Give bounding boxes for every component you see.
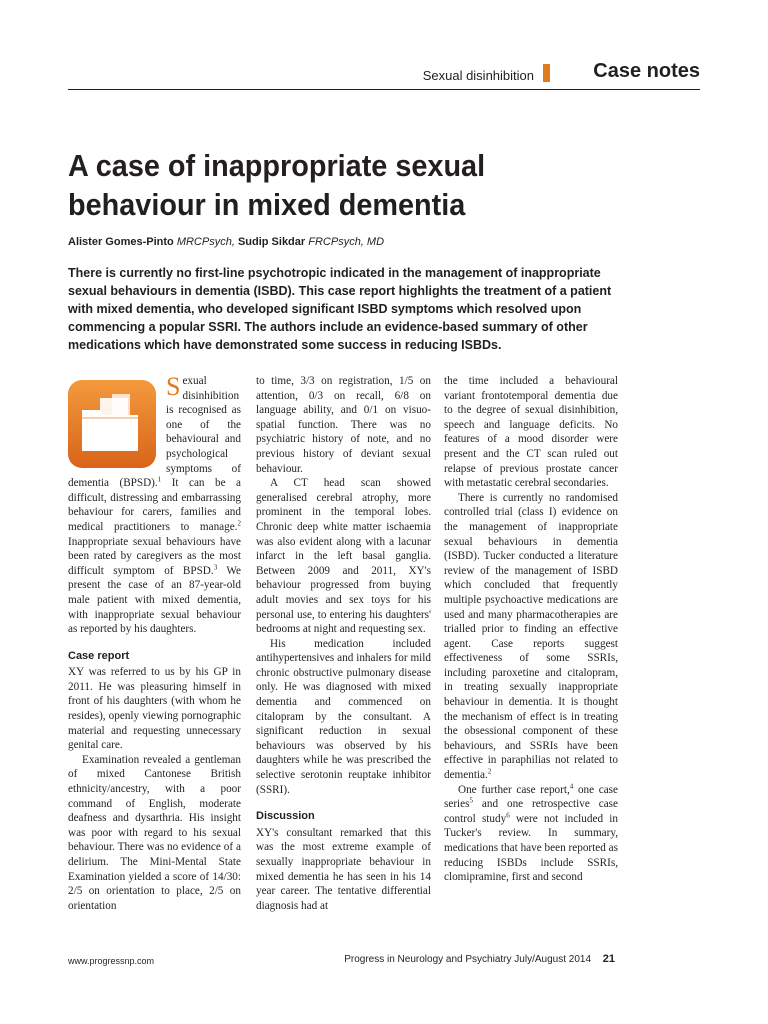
running-header xyxy=(68,58,700,90)
body-text: One further case report, xyxy=(458,783,570,796)
reference-marker: 2 xyxy=(237,519,241,528)
reference-marker: 6 xyxy=(506,811,510,820)
reference-marker: 3 xyxy=(213,562,218,571)
footer-journal: Progress in Neurology and Psychiatry July/August 2014 xyxy=(344,954,591,965)
page-number: 21 xyxy=(602,953,615,965)
author-credentials: FRCPsych, MD xyxy=(308,236,385,248)
reference-marker: 2 xyxy=(487,767,492,776)
section-title: Case notes xyxy=(593,60,700,82)
discussion-heading: Discussion xyxy=(256,810,315,823)
intro-text: It can be a difficult, distressing and embarrassing behaviour for carers, families and medical practitioners to manage. xyxy=(68,477,241,533)
reference-marker: 4 xyxy=(569,781,574,790)
case-paragraph: Examination revealed a gentleman of mixed Cantonese British ethnicity/ancestry, with a poor command of English, moderate deafness and dysarthria. His insight was poor with regard to his sexual behaviour. There was no evidence of a delirium. The Mini-Mental State Examination yielded a score of 14/30: 2/5 on orientation to place, 2/5 on orientation xyxy=(68,753,241,912)
discussion-paragraph: XY's consultant remarked that this was the most extreme example of sexually inappropriate behaviour in mixed dementia he has seen in his 14 year career. The tentative differential diagnosis had at xyxy=(256,826,431,912)
body-text: one case series xyxy=(444,783,619,811)
drop-cap: S xyxy=(166,372,181,401)
section-accent-bar xyxy=(543,64,550,82)
author-credentials: MRCPsych, xyxy=(176,236,235,248)
section-label: Sexual disinhibition xyxy=(422,68,534,83)
column-2 xyxy=(256,374,431,913)
body-paragraph: A CT head scan showed generalised cerebral atrophy, more prominent in the temporal lobes. Chronic deep white matter ischaemia was also evident along with a lacunar infarct in the left basal ganglia. Between 2009 and 2011, XY's behaviour progressed from buying adult movies and sex toys for his personal use, to entering his daughters' bedrooms at night and requesting sex. xyxy=(256,477,431,636)
article-title: A case of inappropriate sexual behaviour in mixed dementia xyxy=(68,148,486,222)
body-text: were not included in Tucker's review. In summary, medications that have been reported as reducing ISBDs include SSRIs, clomipramine, first and second xyxy=(444,812,618,884)
body-paragraph xyxy=(444,491,618,783)
body-text: and one retrospective case control study xyxy=(444,798,618,825)
body-paragraph: the time included a behavioural variant frontotemporal dementia due to the degree of sexual disinhibition, speech and language deficits. No features of a mood disorder were present and the CT scan ruled out relapse of previous prostate cancer with metastatic cerebral secondaries. xyxy=(444,375,618,490)
intro-text: exual disinhibition is recognised as one of the behavioural and psychological symptoms of dementia (BPSD). xyxy=(68,375,241,490)
column-3 xyxy=(444,374,618,885)
reference-marker: 5 xyxy=(469,796,473,805)
body-paragraph: to time, 3/3 on registration, 1/5 on attention, 0/3 on recall, 6/8 on language ability, and 0/1 on visuo-spatial function. There was no psychiatric history of note, and no previous history of deviant sexual behaviour. xyxy=(256,375,431,475)
author-line xyxy=(68,236,384,248)
abstract: There is currently no first-line psychotropic indicated in the management of inappropriate sexual behaviours in dementia (ISBD). This case report highlights the treatment of a patient with mixed dementia, who developed significant ISBD symptoms which resolved upon commencing a popular SSRI. The authors include an evidence-based summary of other medications which have demonstrated some success in reducing ISBDs. xyxy=(68,266,612,352)
author-name: Alister Gomes-Pinto xyxy=(68,236,174,248)
intro-text: Inappropriate sexual behaviours have been rated by caregivers as the most difficult symptom of BPSD. xyxy=(68,535,241,577)
header-rule xyxy=(68,89,700,90)
case-report-heading: Case report xyxy=(68,649,130,662)
folder-icon xyxy=(68,380,156,468)
body-text: There is currently no randomised controlled trial (class I) evidence on the management of inappropriate sexual behaviours in dementia (ISBD). Tucker conducted a literature review of the management of ISBD which concluded that frequently multiple psychoactive medications are used and many pharmacotherapies are trialled prior to finding an effective agent. Case reports suggest effectiveness of some SSRIs, including paroxetine and citalopram, in treating sexually inappropriate behaviour in dementia. It is thought the mechanism of effect is in treating the obsessional component of these behaviours, and SSRIs have been effective in paraphilias not related to dementia. xyxy=(444,491,618,782)
body-paragraph xyxy=(444,783,618,885)
body-paragraph: His medication included antihypertensives and inhalers for mild chronic obstructive pulmonary disease only. He was diagnosed with mixed dementia and commenced on citalopram by the consultant. A significant reduction in sexual behaviours was observed by his daughters while he was prescribed the selective serotonin reuptake inhibitor (SSRI). xyxy=(256,637,431,796)
column-1 xyxy=(68,374,241,913)
author-name: Sudip Sikdar xyxy=(237,236,306,248)
reference-marker: 1 xyxy=(157,475,162,484)
intro-text: We present the case of an 87-year-old male patient with mixed dementia, with inappropriate sexual behaviour as reported by his daughters. xyxy=(68,564,241,636)
case-paragraph: XY was referred to us by his GP in 2011. He was pleasuring himself in front of his daughters (with whom he resides), openly viewing pornographic material and requesting unnecessary genital care. xyxy=(68,666,241,752)
footer-url: www.progressnp.com xyxy=(68,956,155,966)
